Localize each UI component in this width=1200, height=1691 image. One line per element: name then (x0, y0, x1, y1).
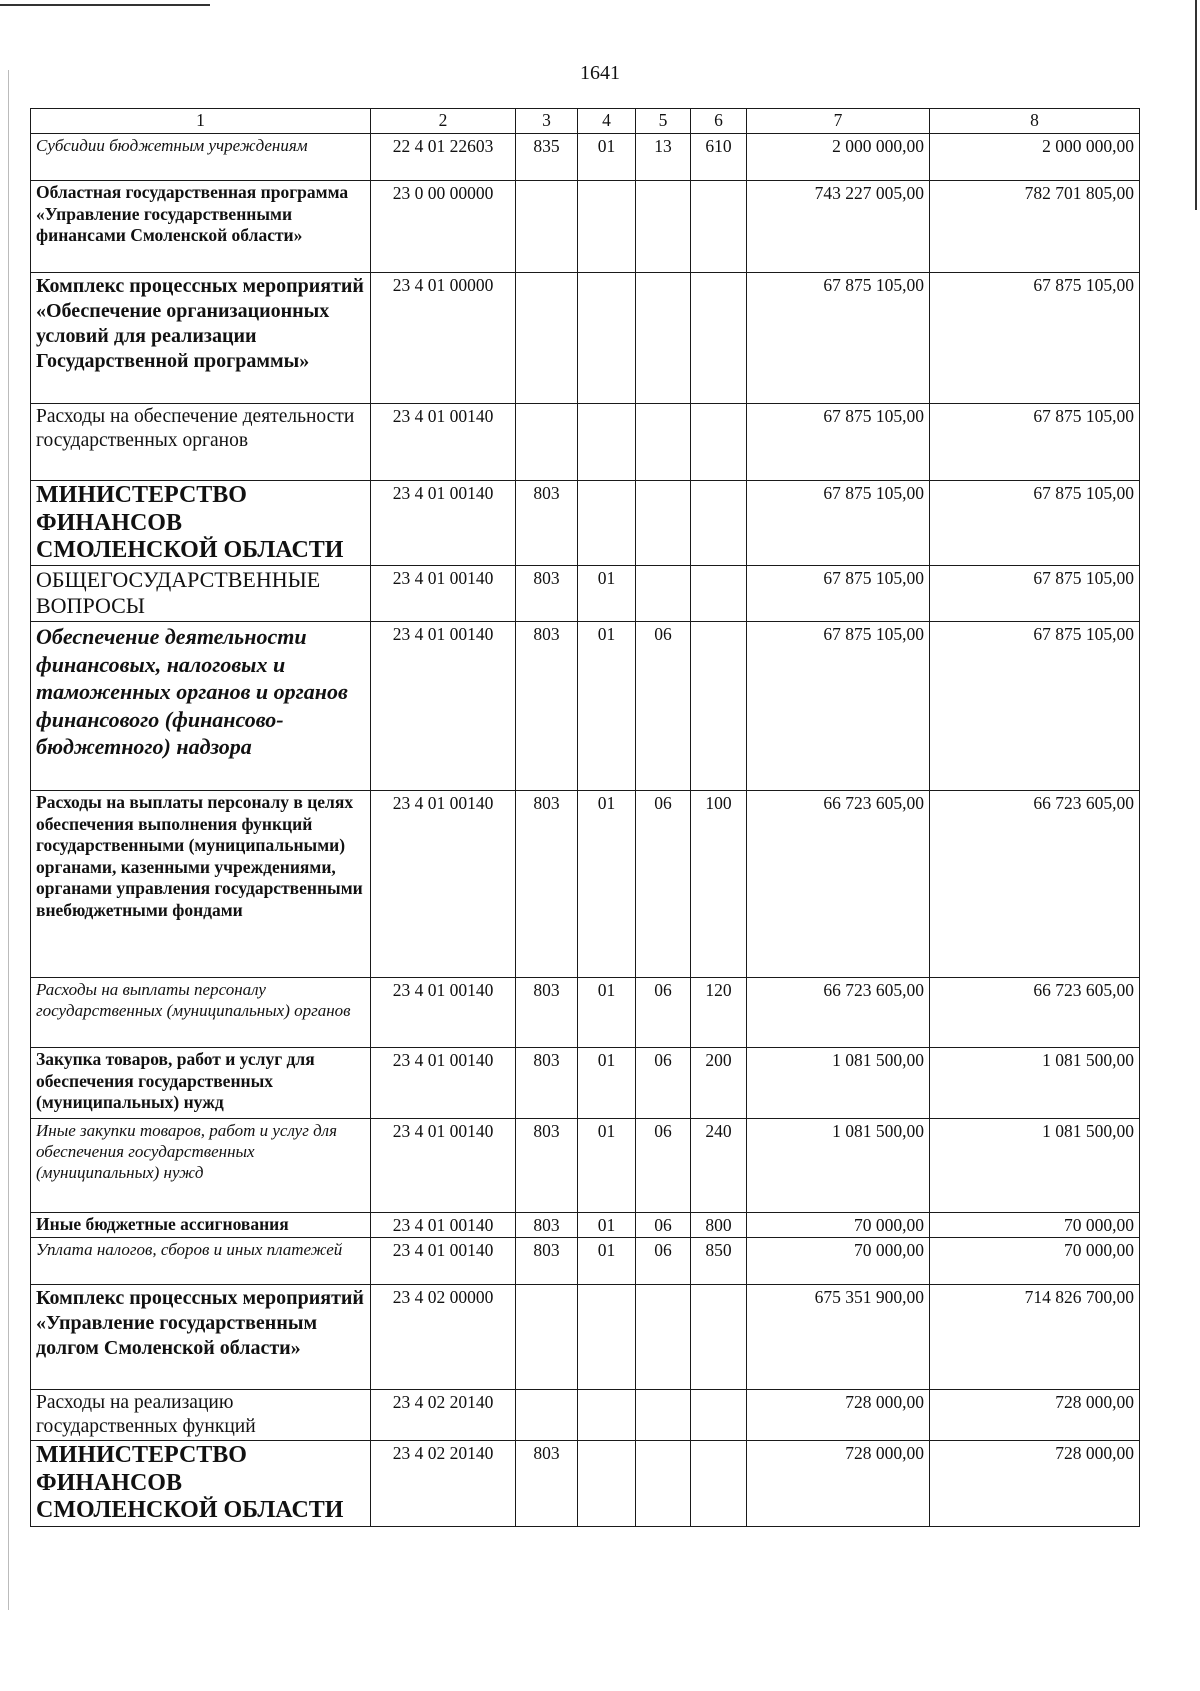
subsection-code (636, 566, 691, 622)
column-header: 2 (371, 109, 516, 134)
column-header: 1 (31, 109, 371, 134)
table-row (31, 791, 1140, 978)
row-name: Субсидии бюджетным учреждениям (31, 134, 371, 181)
column-header: 7 (747, 109, 930, 134)
subsection-code: 06 (636, 1213, 691, 1238)
amount-year-2: 70 000,00 (930, 1213, 1140, 1238)
column-header: 3 (516, 109, 578, 134)
scan-edge-line-right (1195, 0, 1197, 210)
table-row (31, 566, 1140, 622)
target-article-code: 23 4 02 20140 (371, 1441, 516, 1527)
section-code (578, 273, 636, 404)
target-article-code: 22 4 01 22603 (371, 134, 516, 181)
table-row (31, 1048, 1140, 1119)
row-name: Расходы на обеспечение деятельности государственных органов (31, 404, 371, 481)
amount-year-1: 1 081 500,00 (747, 1119, 930, 1213)
department-code: 803 (516, 1441, 578, 1527)
target-article-code: 23 4 01 00000 (371, 273, 516, 404)
table-row (31, 622, 1140, 791)
department-code: 803 (516, 1213, 578, 1238)
amount-year-1: 2 000 000,00 (747, 134, 930, 181)
department-code (516, 404, 578, 481)
expense-type-code: 100 (691, 791, 747, 978)
amount-year-1: 743 227 005,00 (747, 181, 930, 273)
page-number: 1641 (580, 62, 620, 84)
table-row (31, 481, 1140, 566)
row-name: Уплата налогов, сборов и иных платежей (31, 1238, 371, 1285)
column-header: 5 (636, 109, 691, 134)
column-header: 4 (578, 109, 636, 134)
expense-type-code (691, 181, 747, 273)
subsection-code (636, 1441, 691, 1527)
amount-year-1: 66 723 605,00 (747, 791, 930, 978)
amount-year-2: 70 000,00 (930, 1238, 1140, 1285)
amount-year-1: 70 000,00 (747, 1213, 930, 1238)
amount-year-2: 67 875 105,00 (930, 273, 1140, 404)
target-article-code: 23 4 01 00140 (371, 1119, 516, 1213)
target-article-code: 23 4 01 00140 (371, 481, 516, 566)
expense-type-code: 200 (691, 1048, 747, 1119)
amount-year-1: 70 000,00 (747, 1238, 930, 1285)
table-row (31, 1119, 1140, 1213)
amount-year-2: 67 875 105,00 (930, 566, 1140, 622)
target-article-code: 23 4 01 00140 (371, 566, 516, 622)
expense-type-code (691, 404, 747, 481)
table-header-row (31, 109, 1140, 134)
section-code: 01 (578, 1213, 636, 1238)
expense-type-code: 800 (691, 1213, 747, 1238)
row-name: МИНИСТЕРСТВО ФИНАНСОВ СМОЛЕНСКОЙ ОБЛАСТИ (31, 1441, 371, 1527)
amount-year-2: 1 081 500,00 (930, 1048, 1140, 1119)
row-name: Иные закупки товаров, работ и услуг для обеспечения государственных (муниципальных) нужд (31, 1119, 371, 1213)
table-row (31, 181, 1140, 273)
row-name: Расходы на выплаты персоналу в целях обеспечения выполнения функций государственными (муниципальными) органами, казенными учреждениями, органами управления государственными внебюджетными фондами (31, 791, 371, 978)
department-code: 803 (516, 566, 578, 622)
department-code: 803 (516, 1048, 578, 1119)
amount-year-1: 728 000,00 (747, 1390, 930, 1441)
amount-year-2: 728 000,00 (930, 1390, 1140, 1441)
row-name: Расходы на реализацию государственных функций (31, 1390, 371, 1441)
table-row (31, 273, 1140, 404)
subsection-code (636, 1390, 691, 1441)
section-code (578, 181, 636, 273)
section-code (578, 404, 636, 481)
section-code (578, 1285, 636, 1390)
expense-type-code: 610 (691, 134, 747, 181)
department-code (516, 181, 578, 273)
amount-year-1: 66 723 605,00 (747, 978, 930, 1048)
scan-edge-line-left (8, 70, 9, 1610)
column-header: 6 (691, 109, 747, 134)
row-name: Комплекс процессных мероприятий «Обеспечение организационных условий для реализации Государственной программы» (31, 273, 371, 404)
subsection-code: 13 (636, 134, 691, 181)
section-code (578, 1441, 636, 1527)
subsection-code (636, 481, 691, 566)
row-name: ОБЩЕГОСУДАРСТВЕННЫЕ ВОПРОСЫ (31, 566, 371, 622)
subsection-code: 06 (636, 1238, 691, 1285)
subsection-code (636, 404, 691, 481)
section-code: 01 (578, 1048, 636, 1119)
section-code: 01 (578, 566, 636, 622)
amount-year-1: 67 875 105,00 (747, 273, 930, 404)
department-code: 803 (516, 622, 578, 791)
department-code (516, 1390, 578, 1441)
expense-type-code: 850 (691, 1238, 747, 1285)
subsection-code: 06 (636, 1119, 691, 1213)
department-code (516, 1285, 578, 1390)
target-article-code: 23 0 00 00000 (371, 181, 516, 273)
amount-year-1: 67 875 105,00 (747, 481, 930, 566)
subsection-code (636, 273, 691, 404)
target-article-code: 23 4 01 00140 (371, 622, 516, 791)
target-article-code: 23 4 02 00000 (371, 1285, 516, 1390)
amount-year-2: 66 723 605,00 (930, 791, 1140, 978)
table-row (31, 1213, 1140, 1238)
section-code: 01 (578, 1119, 636, 1213)
amount-year-2: 728 000,00 (930, 1441, 1140, 1527)
scan-edge-line-top (0, 4, 210, 6)
section-code (578, 481, 636, 566)
subsection-code (636, 1285, 691, 1390)
section-code: 01 (578, 791, 636, 978)
table-row (31, 134, 1140, 181)
expense-type-code (691, 273, 747, 404)
section-code: 01 (578, 1238, 636, 1285)
table-row (31, 1390, 1140, 1441)
expense-type-code: 240 (691, 1119, 747, 1213)
expense-type-code (691, 1441, 747, 1527)
expense-type-code (691, 566, 747, 622)
section-code: 01 (578, 622, 636, 791)
department-code: 803 (516, 1119, 578, 1213)
expense-type-code (691, 622, 747, 791)
amount-year-1: 675 351 900,00 (747, 1285, 930, 1390)
table-row (31, 978, 1140, 1048)
department-code (516, 273, 578, 404)
subsection-code: 06 (636, 978, 691, 1048)
row-name: Расходы на выплаты персоналу государственных (муниципальных) органов (31, 978, 371, 1048)
target-article-code: 23 4 01 00140 (371, 1238, 516, 1285)
target-article-code: 23 4 01 00140 (371, 978, 516, 1048)
subsection-code: 06 (636, 1048, 691, 1119)
target-article-code: 23 4 01 00140 (371, 1048, 516, 1119)
table-body (31, 134, 1140, 1527)
amount-year-1: 67 875 105,00 (747, 622, 930, 791)
department-code: 803 (516, 978, 578, 1048)
column-header: 8 (930, 109, 1140, 134)
expense-type-code (691, 481, 747, 566)
amount-year-1: 67 875 105,00 (747, 404, 930, 481)
amount-year-1: 1 081 500,00 (747, 1048, 930, 1119)
subsection-code (636, 181, 691, 273)
amount-year-2: 2 000 000,00 (930, 134, 1140, 181)
expense-type-code (691, 1390, 747, 1441)
amount-year-2: 714 826 700,00 (930, 1285, 1140, 1390)
table-row (31, 404, 1140, 481)
table-row (31, 1441, 1140, 1527)
table-row (31, 1238, 1140, 1285)
section-code (578, 1390, 636, 1441)
department-code: 803 (516, 1238, 578, 1285)
expense-type-code (691, 1285, 747, 1390)
target-article-code: 23 4 01 00140 (371, 791, 516, 978)
amount-year-2: 67 875 105,00 (930, 404, 1140, 481)
amount-year-2: 66 723 605,00 (930, 978, 1140, 1048)
amount-year-2: 782 701 805,00 (930, 181, 1140, 273)
row-name: МИНИСТЕРСТВО ФИНАНСОВ СМОЛЕНСКОЙ ОБЛАСТИ (31, 481, 371, 566)
section-code: 01 (578, 978, 636, 1048)
amount-year-2: 1 081 500,00 (930, 1119, 1140, 1213)
department-code: 803 (516, 791, 578, 978)
target-article-code: 23 4 02 20140 (371, 1390, 516, 1441)
target-article-code: 23 4 01 00140 (371, 404, 516, 481)
subsection-code: 06 (636, 622, 691, 791)
row-name: Областная государственная программа «Управление государственными финансами Смоленской области» (31, 181, 371, 273)
row-name: Обеспечение деятельности финансовых, налоговых и таможенных органов и органов финансового (финансово-бюджетного) надзора (31, 622, 371, 791)
subsection-code: 06 (636, 791, 691, 978)
amount-year-2: 67 875 105,00 (930, 481, 1140, 566)
amount-year-1: 67 875 105,00 (747, 566, 930, 622)
budget-table (30, 108, 1140, 1527)
row-name: Закупка товаров, работ и услуг для обеспечения государственных (муниципальных) нужд (31, 1048, 371, 1119)
target-article-code: 23 4 01 00140 (371, 1213, 516, 1238)
section-code: 01 (578, 134, 636, 181)
department-code: 835 (516, 134, 578, 181)
row-name: Комплекс процессных мероприятий «Управление государственным долгом Смоленской области» (31, 1285, 371, 1390)
expense-type-code: 120 (691, 978, 747, 1048)
table-row (31, 1285, 1140, 1390)
department-code: 803 (516, 481, 578, 566)
amount-year-1: 728 000,00 (747, 1441, 930, 1527)
amount-year-2: 67 875 105,00 (930, 622, 1140, 791)
row-name: Иные бюджетные ассигнования (31, 1213, 371, 1238)
